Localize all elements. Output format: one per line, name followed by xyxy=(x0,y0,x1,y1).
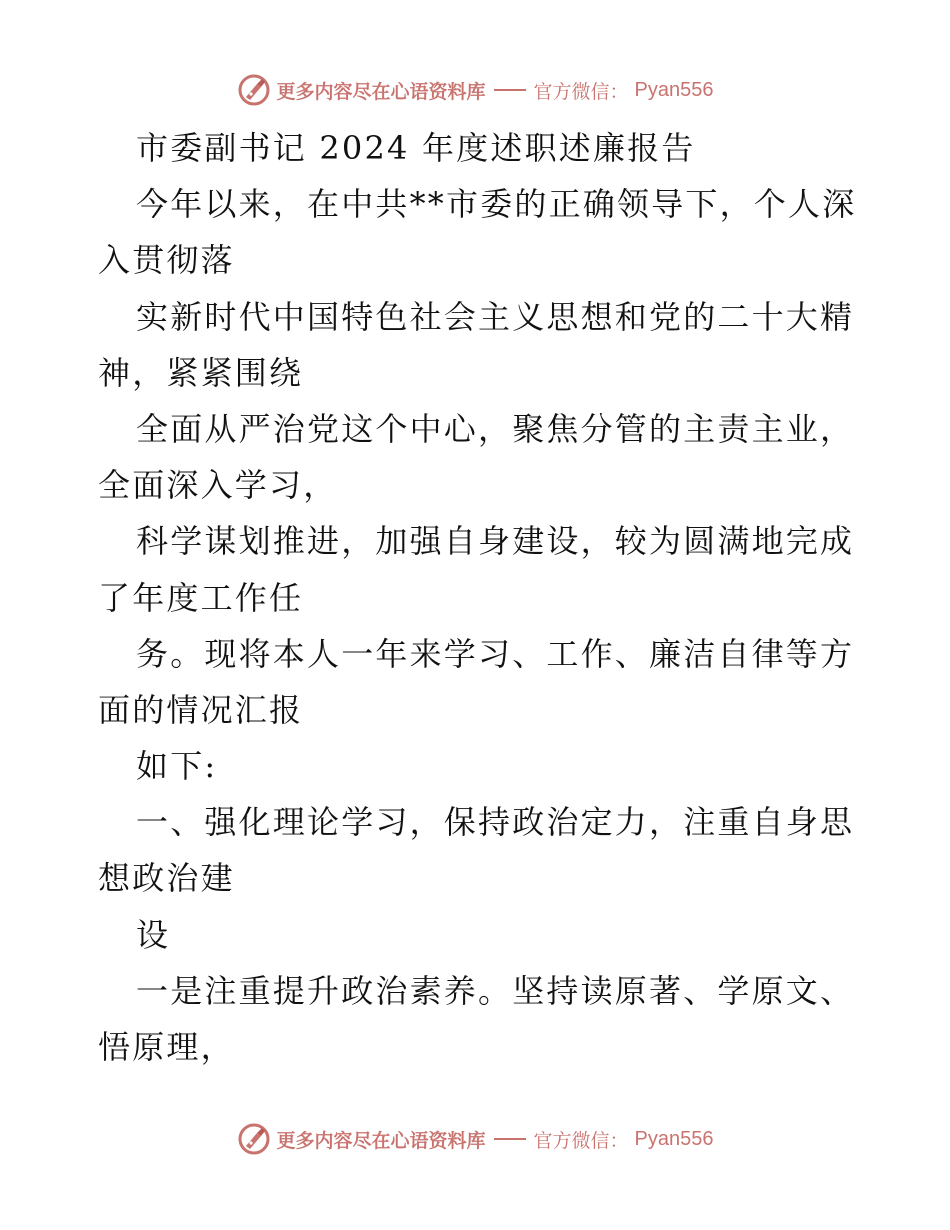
paragraph-line: 面的情况汇报 xyxy=(98,690,304,729)
paragraph-line: 了年度工作任 xyxy=(98,578,304,617)
pen-nib-logo-icon xyxy=(237,1122,271,1156)
paragraph-line: 如下: xyxy=(136,747,218,786)
watermark-site-text: 更多内容尽在心语资料库 xyxy=(276,80,486,103)
paragraph-line: 入贯彻落 xyxy=(98,241,235,280)
document-body xyxy=(98,120,858,1075)
paragraph-line: 实新时代中国特色社会主义思想和党的二十大精 xyxy=(136,297,855,336)
footer-watermark xyxy=(0,1119,950,1159)
paragraph-line: 全面从严治党这个中心，聚焦分管的主责主业， xyxy=(136,409,855,448)
section-heading-line: 设 xyxy=(136,915,171,954)
watermark-wechat-label: 官方微信： xyxy=(533,1129,629,1152)
pen-nib-logo-icon xyxy=(237,73,271,107)
watermark-dash xyxy=(494,89,526,91)
paragraph-line: 务。现将本人一年来学习、工作、廉洁自律等方 xyxy=(136,634,855,673)
header-watermark xyxy=(0,70,950,110)
watermark-wechat-id: Pyan556 xyxy=(634,1127,714,1150)
document-title: 市委副书记 2024 年度述职述廉报告 xyxy=(136,129,696,167)
paragraph-line: 今年以来，在中共**市委的正确领导下，个人深 xyxy=(136,185,857,224)
watermark-dash xyxy=(494,1138,526,1140)
paragraph-line: 一是注重提升政治素养。坚持读原著、学原文、 xyxy=(136,971,855,1010)
paragraph-line: 神，紧紧围绕 xyxy=(98,353,304,392)
paragraph-line: 科学谋划推进，加强自身建设，较为圆满地完成 xyxy=(136,522,855,561)
paragraph-line: 悟原理， xyxy=(98,1028,235,1066)
watermark-wechat-label: 官方微信： xyxy=(533,80,629,103)
paragraph-line: 全面深入学习， xyxy=(98,466,338,505)
section-heading-line: 一、强化理论学习，保持政治定力，注重自身思 xyxy=(136,803,855,842)
watermark-wechat-id: Pyan556 xyxy=(634,78,714,101)
watermark-site-text: 更多内容尽在心语资料库 xyxy=(276,1129,486,1152)
section-heading-line: 想政治建 xyxy=(98,859,235,898)
